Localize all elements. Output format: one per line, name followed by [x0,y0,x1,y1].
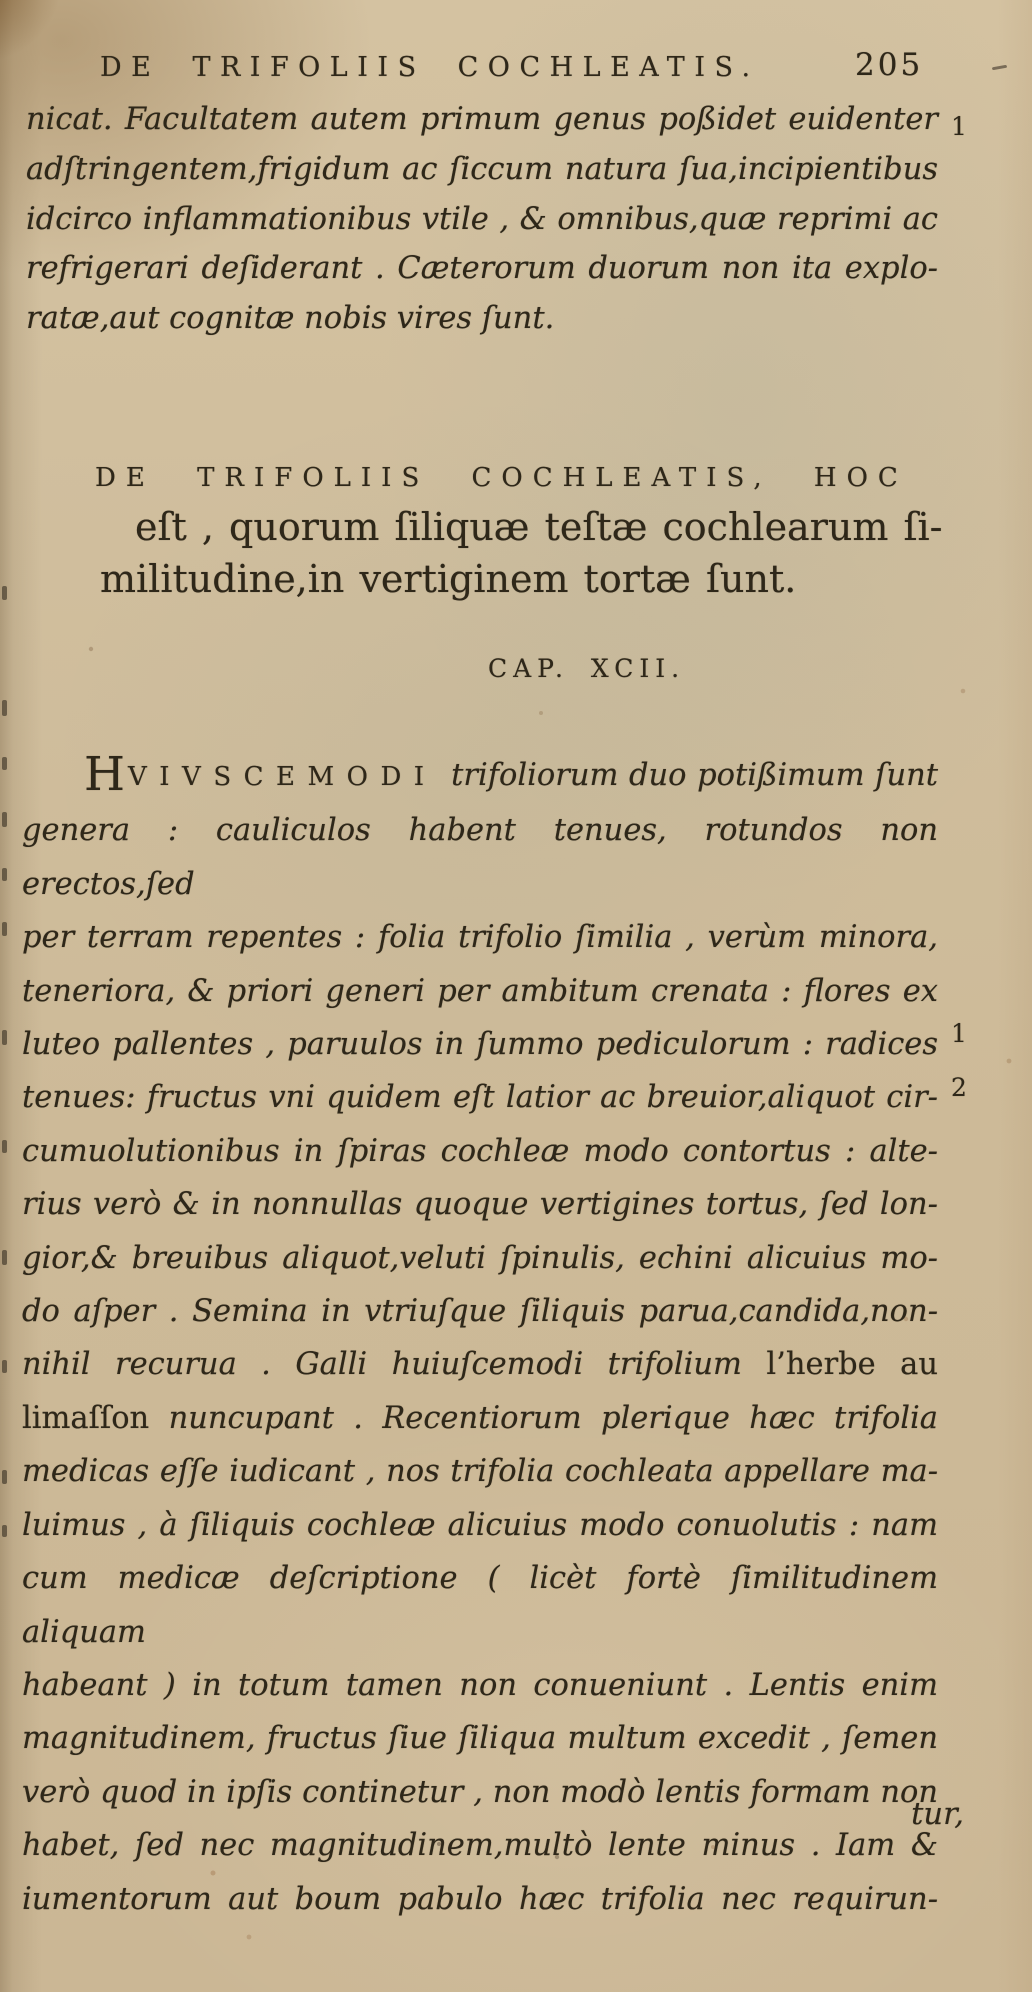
page-edge-mark [2,922,7,936]
text-line: gior,& breuibus aliquot,veluti ſpinulis, echini alicuius mo- [22,1240,938,1276]
page-edge-mark [2,586,7,600]
page-number: 205 [855,47,924,83]
page-edge-mark [2,700,7,716]
page-edge-mark [2,868,7,881]
lead-small-caps: VIVSCEMODI [128,762,437,792]
text-line: ratæ,aut cognitæ nobis vires ſunt. [26,301,555,337]
chapter-number: CAP. XCII. [488,654,686,683]
page-edge-mark [2,1360,7,1373]
margin-note: 1 [951,1019,967,1048]
page-edge-mark [2,812,7,827]
lead-rest: trifoliorum duo potißimum ſunt [451,758,938,793]
page-edge-mark [2,757,7,770]
text-line: idcirco inflammationibus vtile , & omnibus,quæ reprimi ac [26,201,938,237]
text-line: luteo pallentes , paruulos in ſummo pediculorum : radices [22,1027,938,1063]
text-line-mixed [22,1338,938,1391]
margin-dash-mark [992,65,1007,71]
text-line: habeant ) in totum tamen non conueniunt . Lentis enim [22,1667,938,1703]
intro-paragraph [26,95,938,344]
text-line: do aſper . Semina in vtriuſque ſiliquis parua,candida,non- [22,1294,938,1330]
page-edge-mark [2,1525,7,1537]
page-edge-mark [2,1140,7,1153]
italic-fragment: nihil recurua . Galli huiuſcemodi trifolium [22,1347,742,1383]
text-line: tenues: fructus vni quidem eſt latior ac breuior,aliquot cir- [22,1080,938,1116]
text-line: verò quod in ipſis continetur , non modò lentis formam non [22,1774,938,1810]
text-line: luimus , à ſiliquis cochleæ alicuius modo conuolutis : nam [22,1507,938,1543]
roman-fragment: limaſſon [22,1400,150,1436]
text-line: refrigerari deſiderant . Cæterorum duorum non ita explo- [26,251,938,287]
italic-fragment: nuncupant . Recentiorum plerique hæc trifolia [168,1400,938,1436]
text-line: teneriora, & priori generi per ambitum crenata : flores ex [22,973,938,1009]
section-heading-line: militudine,in vertiginem tortæ ſunt. [100,557,797,601]
running-title: DE TRIFOLIIS COCHLEATIS. [100,52,760,83]
text-line: adſtringentem,frigidum ac ſiccum natura ſua,incipientibus [26,151,938,187]
page-edge-mark [2,1030,7,1045]
text-line: iumentorum aut boum pabulo hæc trifolia nec requirun- [22,1881,938,1917]
margin-note: 2 [951,1073,967,1102]
page-edge-mark [2,1250,7,1265]
text-line: cumuolutionibus in ſpiras cochleæ modo contortus : alte- [22,1133,938,1169]
page-edge-mark [2,1470,7,1484]
margin-note: 1 [951,112,967,141]
text-line: genera : cauliculos habent tenues, rotundos non erectos,ſed [22,813,938,902]
body-paragraph [22,749,938,1926]
text-line [22,749,938,804]
paper-speckles [0,0,2,2]
section-heading-line: eſt , quorum ſiliquæ teſtæ cochlearum ſi- [135,505,943,549]
text-line: medicas eſſe iudicant , nos trifolia cochleata appellare ma- [22,1454,938,1490]
roman-fragment: l’herbe au [766,1347,938,1383]
section-heading-caps: DE TRIFOLIIS COCHLEATIS, HOC [95,463,908,493]
text-line: nicat. Facultatem autem primum genus poßidet euidenter [26,102,938,137]
text-line: magnitudinem, fructus ſiue ſiliqua multum excedit , ſemen [22,1721,938,1757]
text-line-mixed [22,1392,938,1445]
text-line: per terram repentes : folia trifolio ſimilia , verùm minora, [22,920,938,956]
text-line: cum medicæ deſcriptione ( licèt fortè ſimilitudinem aliquam [22,1561,938,1650]
text-line: habet, ſed nec magnitudinem,multò lente minus . Iam & [22,1828,938,1864]
catchword: tur, [911,1797,964,1832]
text-line: rius verò & in nonnullas quoque vertigines tortus, ſed lon- [22,1187,938,1223]
lead-initial: H [84,747,128,802]
